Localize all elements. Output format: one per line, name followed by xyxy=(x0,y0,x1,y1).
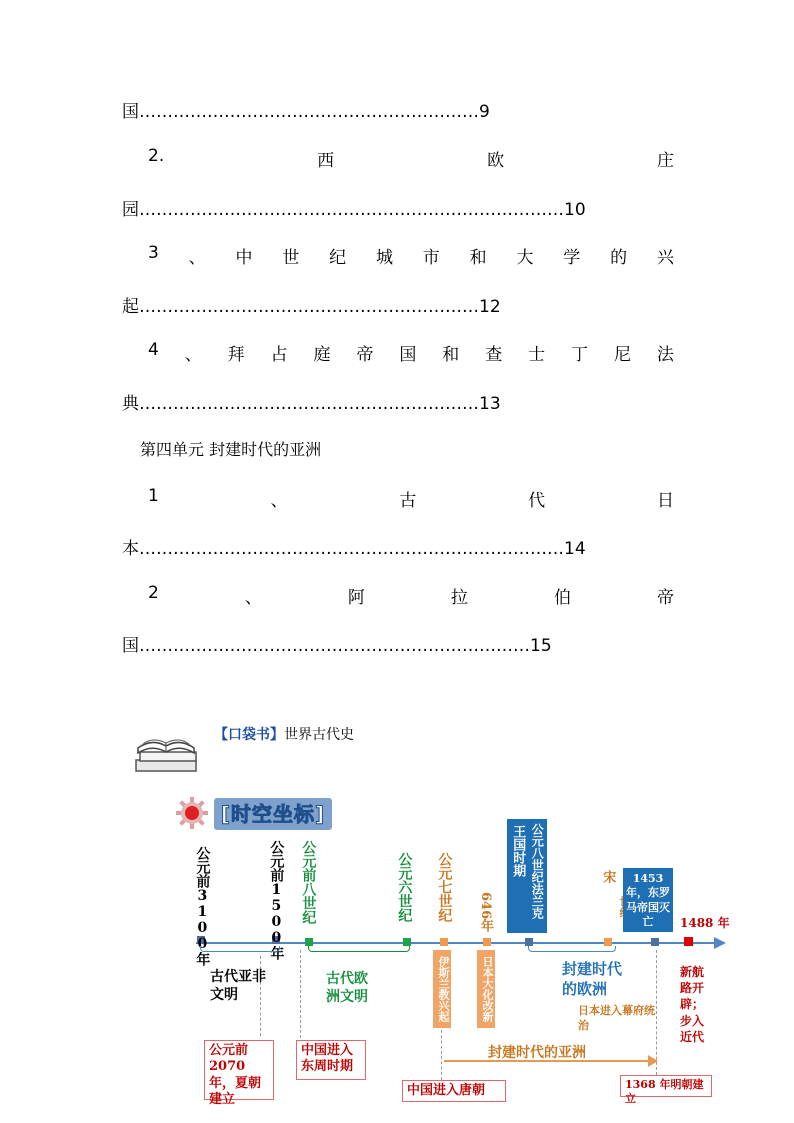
toc-item-3-char: 大 xyxy=(516,248,534,268)
unit-4-heading: 第四单元 封建时代的亚洲 xyxy=(140,440,322,459)
toc-item-6-char: 伯 xyxy=(553,588,571,608)
event-tang-box xyxy=(402,1080,506,1102)
toc-item-3-char: 市 xyxy=(422,248,440,268)
bracket-europe-ancient xyxy=(308,946,410,952)
label-frank: 公元八世纪法兰克 xyxy=(530,823,545,919)
label-taika: 日本大化改新 xyxy=(481,956,494,1022)
marker-song xyxy=(604,938,612,946)
guide-zhou xyxy=(300,950,301,1038)
marker-1488 xyxy=(684,937,693,946)
event-zhou-box xyxy=(296,1040,366,1080)
label-islam: 伊斯兰教兴起 xyxy=(437,956,450,1022)
bracket-asia-africa xyxy=(200,946,280,952)
marker-646 xyxy=(483,938,491,946)
book-stack-icon xyxy=(130,724,202,776)
toc-item-4-char: 、 xyxy=(184,345,202,365)
label-ad6c: 公元六世纪 xyxy=(396,852,413,922)
pocket-book-bracket: 【口袋书】 xyxy=(214,727,284,743)
event-ming-box xyxy=(620,1075,712,1105)
toc-item-3-char: 中 xyxy=(235,248,253,268)
toc-leader: ………………………………………………………………… xyxy=(139,539,564,559)
toc-line-3-page: 12 xyxy=(479,297,501,317)
label-bc3100: 公元前3100年 xyxy=(194,846,211,966)
toc-item-6 xyxy=(148,583,674,608)
toc-item-4-char: 国 xyxy=(399,345,417,365)
pocket-book-title xyxy=(214,724,354,744)
label-asia-africa: 古代亚非文明 xyxy=(210,969,266,1004)
label-bc8c: 公元前八世纪 xyxy=(300,840,317,924)
toc-item-3 xyxy=(148,243,674,268)
event-ming: 1368 年明朝建立 xyxy=(625,1078,704,1105)
toc-item-4-char: 帝 xyxy=(356,345,374,365)
toc-item-2-char: 2. xyxy=(148,146,165,166)
toc-leader: …………………………………………………… xyxy=(139,102,479,122)
label-kingdom-box xyxy=(507,819,529,933)
toc-item-4-char: 士 xyxy=(528,345,546,365)
toc-item-2-char: 西 xyxy=(317,151,335,171)
section-title: [时空坐标] xyxy=(220,802,326,826)
toc-item-6-char: 、 xyxy=(244,588,262,608)
label-japan-shogunate: 日本进入幕府统治 xyxy=(578,1004,655,1032)
section-title-banner xyxy=(214,798,332,830)
toc-item-2-char: 庄 xyxy=(657,151,674,171)
toc-line-4 xyxy=(122,389,501,414)
event-tang: 中国进入唐朝 xyxy=(407,1083,486,1098)
toc-item-3-char: 、 xyxy=(188,248,206,268)
label-feudal-asia: 封建时代的亚洲 xyxy=(488,1045,586,1061)
label-europe-ancient: 古代欧洲文明 xyxy=(326,971,368,1006)
toc-line-4-head: 典 xyxy=(122,394,139,414)
toc-item-4-char: 庭 xyxy=(313,345,331,365)
timeline-arrow-icon xyxy=(714,937,726,949)
toc-item-4-char: 拜 xyxy=(227,345,245,365)
toc-line-6-head: 国 xyxy=(122,636,139,656)
label-ad7c: 公元七世纪 xyxy=(436,852,453,922)
toc-line-1-page: 9 xyxy=(479,102,490,122)
bracket-feudal-europe xyxy=(528,946,616,952)
toc-line-3 xyxy=(122,292,501,317)
toc-leader: ………………………………………………………………… xyxy=(139,200,564,220)
toc-item-5-char: 代 xyxy=(528,491,546,511)
toc-item-4 xyxy=(148,340,674,365)
label-1453: 1453年，东罗马帝国灭亡 xyxy=(626,872,670,928)
label-feudal-europe: 封建时代的欧洲 xyxy=(562,960,623,998)
toc-item-4-char: 尼 xyxy=(613,345,631,365)
toc-item-2-char: 欧 xyxy=(487,151,505,171)
label-bc1500: 公元前1500年 xyxy=(268,840,285,960)
toc-item-4-char: 4 xyxy=(148,340,159,360)
event-xia: 公元前2070 年，夏朝建立 xyxy=(209,1043,262,1107)
toc-item-3-char: 的 xyxy=(610,248,628,268)
toc-item-5-char: 日 xyxy=(656,491,674,511)
label-islam-box xyxy=(433,950,451,1028)
label-frank-box xyxy=(529,819,547,933)
marker-kingdom xyxy=(525,938,533,946)
toc-item-6-char: 拉 xyxy=(450,588,468,608)
toc-item-5-char: 、 xyxy=(270,491,288,511)
toc-leader: …………………………………………………………… xyxy=(139,636,530,656)
label-1453-box xyxy=(623,868,673,932)
toc-line-5-head: 本 xyxy=(122,539,139,559)
toc-line-2-page: 10 xyxy=(564,200,586,220)
toc-line-1-head: 国 xyxy=(122,102,139,122)
toc-item-6-char: 阿 xyxy=(347,588,365,608)
toc-item-5 xyxy=(148,486,674,511)
toc-line-6-page: 15 xyxy=(530,636,552,656)
marker-ad6c xyxy=(403,938,411,946)
label-646: 646年 xyxy=(478,892,493,933)
toc-line-2-head: 园 xyxy=(122,200,139,220)
gear-icon xyxy=(175,796,209,830)
toc-leader: …………………………………………………… xyxy=(139,297,479,317)
toc-item-3-char: 学 xyxy=(563,248,581,268)
toc-line-3-head: 起 xyxy=(122,297,139,317)
toc-item-6-char: 2 xyxy=(148,583,159,603)
marker-ad7c xyxy=(440,938,448,946)
toc-line-4-page: 13 xyxy=(479,394,501,414)
toc-item-3-char: 兴 xyxy=(656,248,674,268)
toc-item-6-char: 帝 xyxy=(656,588,674,608)
toc-line-1 xyxy=(122,97,490,122)
toc-leader: …………………………………………………… xyxy=(139,394,479,414)
toc-item-4-char: 查 xyxy=(485,345,503,365)
toc-item-3-char: 纪 xyxy=(329,248,347,268)
toc-item-4-char: 占 xyxy=(270,345,288,365)
toc-item-4-char: 法 xyxy=(656,345,674,365)
toc-item-3-char: 3 xyxy=(148,243,159,263)
event-zhou: 中国进入东周时期 xyxy=(301,1043,354,1075)
toc-item-2 xyxy=(148,146,674,171)
feudal-asia-arrowhead-icon xyxy=(648,1055,658,1067)
event-xia-box xyxy=(204,1040,274,1107)
label-song: 宋 xyxy=(600,870,616,883)
toc-line-2 xyxy=(122,195,586,220)
marker-1453 xyxy=(651,938,659,946)
toc-item-5-char: 古 xyxy=(399,491,417,511)
toc-item-4-char: 和 xyxy=(442,345,460,365)
toc-line-5-page: 14 xyxy=(564,539,586,559)
guide-tang xyxy=(441,1030,442,1080)
toc-item-3-char: 城 xyxy=(375,248,393,268)
pocket-book-subject: 世界古代史 xyxy=(284,727,354,743)
toc-line-6 xyxy=(122,631,552,656)
toc-item-5-char: 1 xyxy=(148,486,159,506)
label-1488: 1488 年 xyxy=(680,916,730,930)
label-new-route: 新航路开辟；步入近代 xyxy=(680,965,705,1044)
toc-item-4-char: 丁 xyxy=(571,345,589,365)
toc-item-3-char: 和 xyxy=(469,248,487,268)
marker-bc8c xyxy=(305,938,313,946)
toc-item-3-char: 世 xyxy=(282,248,300,268)
label-kingdom: 王国时期 xyxy=(510,825,526,877)
toc-line-5 xyxy=(122,534,586,559)
label-taika-box xyxy=(477,950,495,1028)
